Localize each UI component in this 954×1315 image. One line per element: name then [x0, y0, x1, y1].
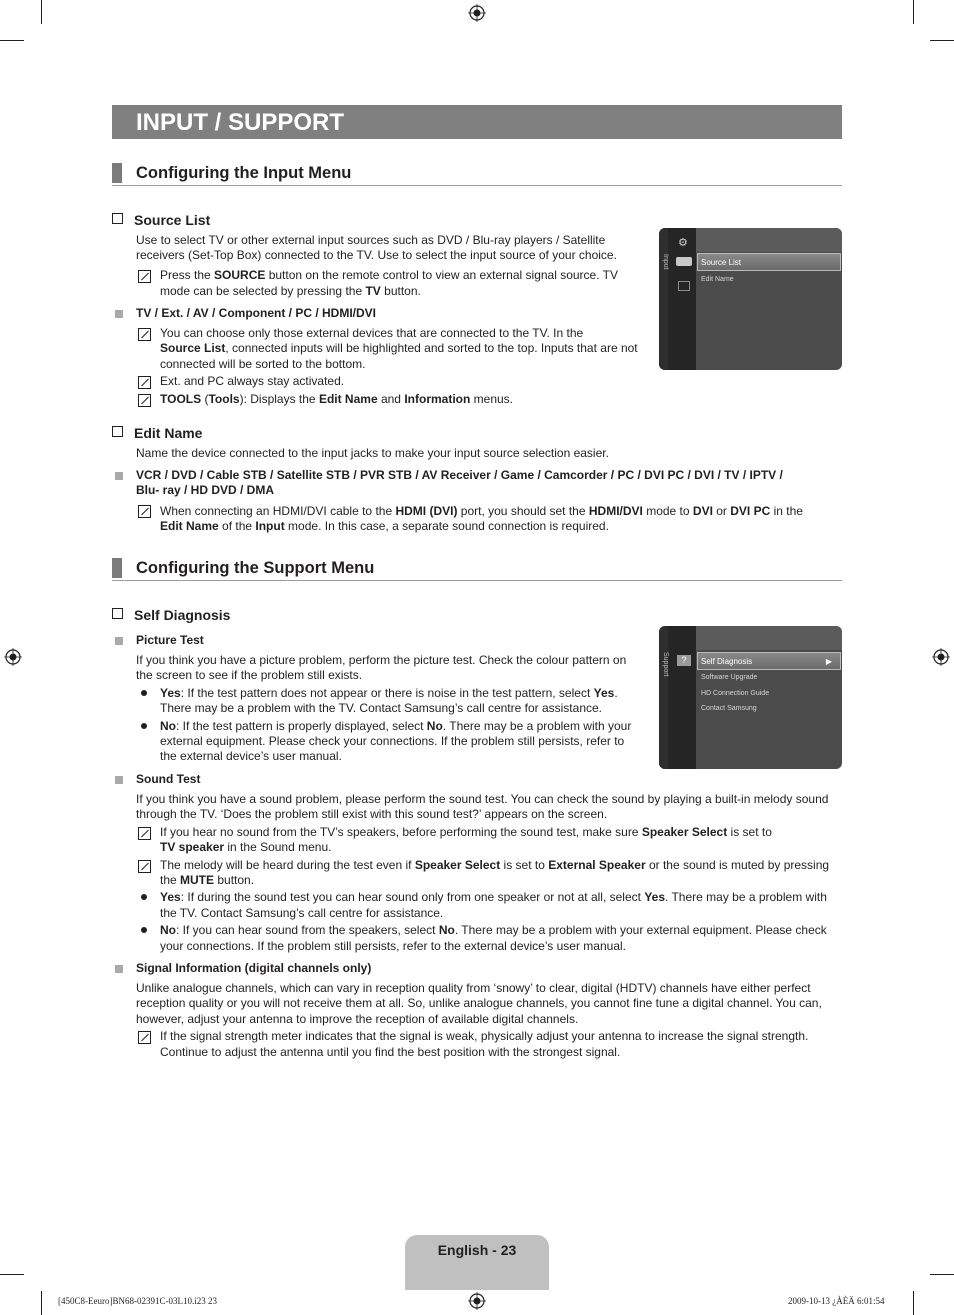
note-line: If you hear no sound from the TV’s speakers, before performing the sound test, make sure Speaker Select is set to: [160, 825, 772, 839]
note-line: TV speaker in the Sound menu.: [160, 840, 332, 854]
registration-mark-icon: [4, 648, 22, 666]
print-slug-right: 2009-10-13 ¿ÀÈÄ 6:01:54: [788, 1296, 885, 1306]
crop-mark: [913, 1291, 914, 1315]
bullet-line: external equipment. Please check your connections. If the problem still persists, refer to: [160, 734, 625, 748]
section-header-support: [112, 558, 842, 581]
note-icon: [138, 328, 151, 341]
osd-item[interactable]: Contact Samsung: [701, 705, 757, 712]
note-icon: [138, 860, 151, 873]
section-marker: [112, 163, 122, 183]
crop-mark: [41, 0, 42, 24]
square-bullet-icon: [115, 310, 123, 318]
print-slug-left: [450C8-Eeuro]BN68-02391C-03L10.i23 23: [58, 1296, 217, 1306]
note-line: Ext. and PC always stay activated.: [160, 374, 345, 388]
section-header-input: [112, 163, 842, 186]
note-line: Edit Name of the Input mode. In this case, a separate sound connection is required.: [160, 519, 609, 533]
note-icon: [138, 394, 151, 407]
bullet-icon: [141, 690, 147, 696]
help-icon: ?: [677, 655, 691, 666]
osd-item-selected[interactable]: Self Diagnosis ▶: [697, 652, 841, 670]
paragraph-line: If you think you have a picture problem, perform the picture test. Check the colour pattern on: [136, 653, 627, 667]
note-icon: [138, 827, 151, 840]
note-icon: [138, 270, 151, 283]
crop-mark: [930, 1274, 954, 1275]
paragraph-line: receivers (Set-Top Box) connected to the TV. Use to select the input source of your choice.: [136, 248, 617, 262]
subsection-heading-edit-name: Edit Name: [112, 424, 202, 442]
bullet-line: Yes: If during the sound test you can hear sound only from one speaker or not at all, select Yes. There may be a problem with: [160, 890, 827, 904]
note-line: Press the SOURCE button on the remote control to view an external signal source. TV: [160, 268, 619, 282]
devices-heading: VCR / DVD / Cable STB / Satellite STB / PVR STB / AV Receiver / Game / Camcorder / PC / DVI PC / DVI / TV / IPTV /: [136, 468, 783, 482]
paragraph-line: If you think you have a sound problem, please perform the sound test. You can check the sound by playing a built-in melody sound: [136, 792, 829, 806]
arrow-right-icon: ▶: [825, 657, 832, 666]
square-bullet-icon: [115, 965, 123, 973]
bullet-line: No: If you can hear sound from the speakers, select No. There may be a problem with your external equipment. Please check: [160, 923, 827, 937]
crop-mark: [41, 1291, 42, 1315]
input-plug-icon: [676, 257, 692, 266]
paragraph-line: however, adjust your antenna to improve the reception of available digital channels.: [136, 1012, 579, 1026]
bullet-icon: [141, 723, 147, 729]
osd-item[interactable]: HD Connection Guide: [701, 690, 770, 697]
osd-support-menu: [659, 626, 842, 769]
checkbox-icon: [112, 213, 123, 224]
osd-item[interactable]: Software Upgrade: [701, 674, 758, 681]
paragraph-line: reception quality or you will not receive them at all. So, unlike analogue channels, you cannot fine tune a digital channel. You can,: [136, 996, 822, 1010]
osd-side-label: Support: [662, 652, 669, 677]
bullet-line: your connections. If the problem still persists, refer to the external device’s user manual.: [160, 939, 627, 953]
registration-mark-icon: [932, 648, 950, 666]
bullet-icon: [141, 927, 147, 933]
picture-test-heading: Picture Test: [136, 633, 204, 647]
gear-icon: ⚙: [678, 237, 688, 249]
square-bullet-icon: [115, 637, 123, 645]
subsection-heading-self-diagnosis: Self Diagnosis: [112, 606, 230, 624]
note-line: Source List, connected inputs will be highlighted and sorted to the top. Inputs that are not: [160, 341, 638, 355]
note-icon: [138, 505, 151, 518]
crop-mark: [0, 1274, 24, 1275]
subsection-heading-source-list: Source List: [112, 211, 210, 229]
section-title: Configuring the Input Menu: [136, 164, 352, 182]
bullet-line: There may be a problem with the TV. Contact Samsung’s call centre for assistance.: [160, 701, 602, 715]
paragraph-line: the screen to see if the problem still exists.: [136, 668, 363, 682]
bullet-icon: [141, 894, 147, 900]
section-marker: [112, 558, 122, 578]
sources-list-heading: TV / Ext. / AV / Component / PC / HDMI/DVI: [136, 306, 377, 320]
registration-mark-icon: [468, 4, 486, 22]
bullet-line: Yes: If the test pattern does not appear or there is noise in the test pattern, select Yes.: [160, 686, 618, 700]
crop-mark: [930, 40, 954, 41]
note-line: connected will be sorted to the bottom.: [160, 357, 366, 371]
osd-side-label: Input: [662, 254, 669, 270]
note-icon: [138, 1031, 151, 1044]
osd-input-menu: [659, 228, 842, 370]
paragraph-line: Name the device connected to the input jacks to make your input source selection easier.: [136, 446, 609, 460]
page-number-tab: [405, 1235, 549, 1290]
square-bullet-icon: [115, 776, 123, 784]
square-bullet-icon: [115, 472, 123, 480]
note-line: the MUTE button.: [160, 873, 255, 887]
osd-item[interactable]: Edit Name: [701, 276, 734, 283]
bullet-line: the external device’s user manual.: [160, 749, 342, 763]
note-line: Continue to adjust the antenna until you find the best position with the strongest signal.: [160, 1045, 621, 1059]
page-number: English - 23: [437, 1242, 517, 1258]
bullet-line: No: If the test pattern is properly displayed, select No. There may be a problem with your: [160, 719, 632, 733]
paragraph-line: Use to select TV or other external input sources such as DVD / Blu-ray players / Satellite: [136, 233, 606, 247]
signal-info-heading: Signal Information (digital channels only): [136, 961, 372, 975]
note-line: The melody will be heard during the test even if Speaker Select is set to External Speaker or the sound is muted by pressing: [160, 858, 830, 872]
osd-item-selected[interactable]: Source List: [697, 253, 841, 271]
bullet-line: the TV. Contact Samsung’s call centre for assistance.: [160, 906, 444, 920]
section-title: Configuring the Support Menu: [136, 559, 375, 577]
page-title: INPUT / SUPPORT: [136, 109, 345, 136]
crop-mark: [913, 0, 914, 24]
note-line: mode can be selected by pressing the TV button.: [160, 284, 421, 298]
paragraph-line: Unlike analogue channels, which can vary in reception quality from ‘snowy’ to clear, digital (HDTV) channels have either perfect: [136, 981, 811, 995]
checkbox-icon: [112, 426, 123, 437]
crop-mark: [0, 40, 24, 41]
sound-test-heading: Sound Test: [136, 772, 201, 786]
support-icon: [678, 281, 690, 291]
registration-mark-icon: [468, 1292, 486, 1310]
note-line: If the signal strength meter indicates that the signal is weak, physically adjust your antenna to increase the signal strength.: [160, 1029, 809, 1043]
note-line: When connecting an HDMI/DVI cable to the HDMI (DVI) port, you should set the HDMI/DVI mode to DVI or DVI PC in the: [160, 504, 803, 518]
paragraph-line: through the TV. ‘Does the problem still exist with this sound test?’ appears on the screen.: [136, 807, 608, 821]
devices-heading: Blu- ray / HD DVD / DMA: [136, 483, 275, 497]
checkbox-icon: [112, 608, 123, 619]
note-icon: [138, 376, 151, 389]
page-title-bar: [112, 105, 842, 139]
note-line: TOOLS (Tools): Displays the Edit Name and Information menus.: [160, 392, 514, 406]
note-line: You can choose only those external devices that are connected to the TV. In the: [160, 326, 584, 340]
